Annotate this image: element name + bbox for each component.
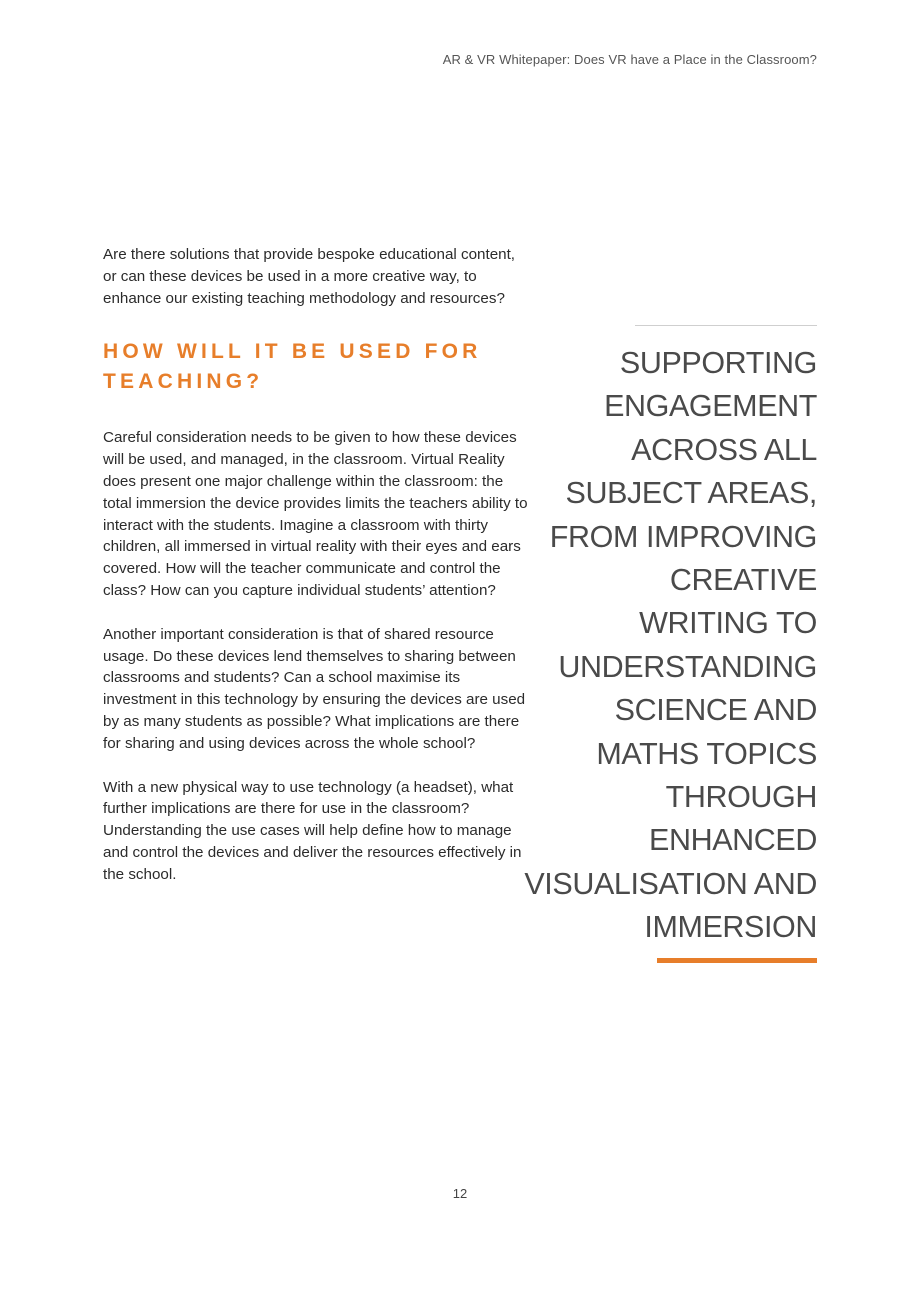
intro-paragraph: Are there solutions that provide bespoke educational content, or can these devices be used in a more creative way, to enhance our existing teaching methodology and resources? xyxy=(103,246,516,307)
running-header: AR & VR Whitepaper: Does VR have a Place in the Classroom? xyxy=(442,52,817,67)
body-paragraph-3: With a new physical way to use technology (a headset), what further implications are there for use in the classroom? Understanding the use cases will help define how to manage and control the devices and deliver the resources effectively in the school. xyxy=(103,778,522,883)
pullquote-accent-bar xyxy=(657,958,817,963)
section-heading: HOW WILL IT BE USED FOR TEACHING? xyxy=(103,340,482,394)
pullquote-text: SUPPORTING ENGAGEMENT ACROSS ALL SUBJECT AREAS, FROM IMPROVING CREATIVE WRITING TO UNDERSTANDING SCIENCE AND MATHS TOPICS THROUGH ENHANCED VISUALISATION AND IMMERSION xyxy=(524,346,817,945)
pullquote-top-rule xyxy=(635,325,817,326)
body-paragraph-2: Another important consideration is that of shared resource usage. Do these devices lend themselves to sharing between classrooms and students? Can a school maximise its investment in this technology by ensuring the devices are used by as many students as possible? What implications are there for sharing and using devices across the whole school? xyxy=(103,625,526,752)
page-number: 12 xyxy=(452,1186,468,1201)
pullquote xyxy=(517,325,817,963)
main-column xyxy=(103,244,528,908)
body-paragraph-1: Careful consideration needs to be given to how these devices will be used, and managed, in the classroom. Virtual Reality does present one major challenge within the classroom: the total immersion the device provides limits the teachers ability to interact with the students. Imagine a classroom with thirty children, all immersed in virtual reality with their eyes and ears covered. How will the teacher communicate and control the class? How can you capture individual students’ attention? xyxy=(103,429,528,599)
